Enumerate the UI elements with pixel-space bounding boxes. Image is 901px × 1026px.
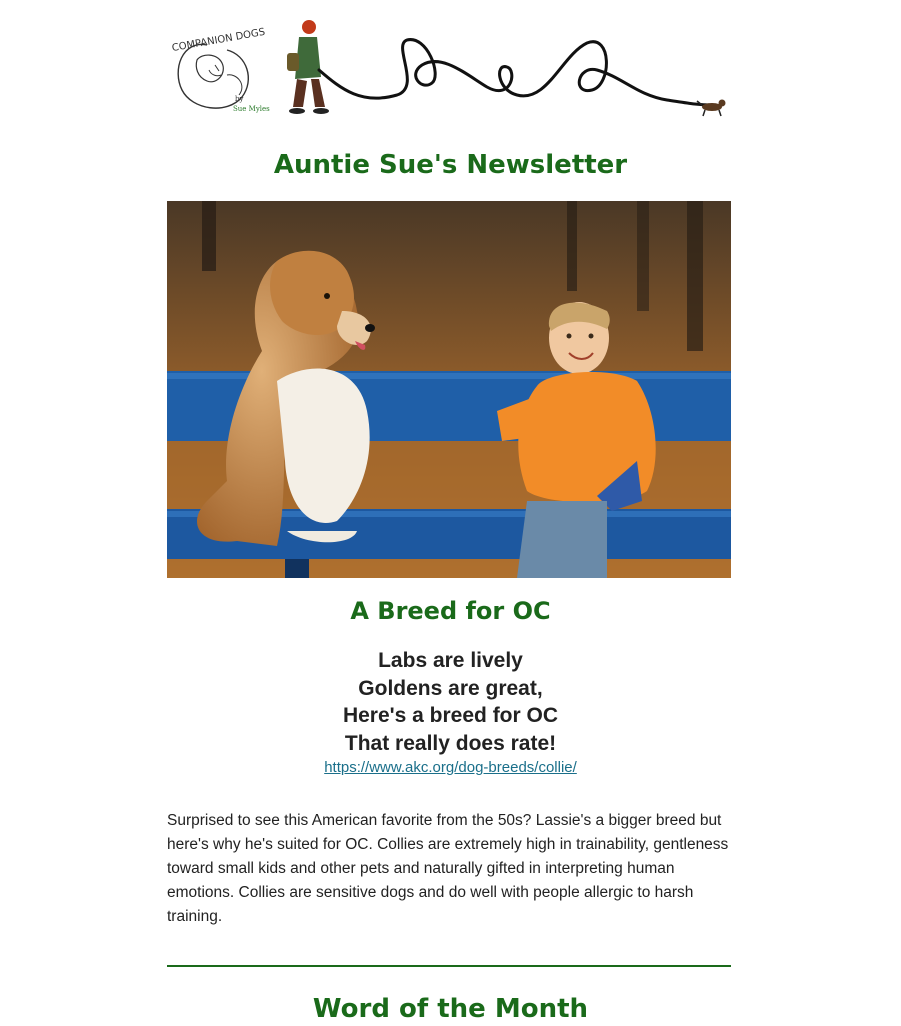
walking-person-illustration xyxy=(287,20,329,114)
companion-dogs-logo xyxy=(171,27,270,113)
logo-text: COMPANION DOGS xyxy=(171,26,266,55)
poem xyxy=(0,647,901,757)
poem-line: Goldens are great, xyxy=(358,676,543,700)
section-title-breed: A Breed for OC xyxy=(350,597,551,625)
article-body: Surprised to see this American favorite from the 50s? Lassie's a bigger breed but here's why he's suited for OC. Collies are extremely high in trainability, gentleness toward small kids and other pets and naturally gifted in interpreting human emotions. Collies are sensitive dogs and do well with people allergic to harsh training. xyxy=(167,812,729,925)
poem-line: That really does rate! xyxy=(344,731,557,755)
newsletter-title: Auntie Sue's Newsletter xyxy=(273,150,628,180)
poem-line: Labs are lively xyxy=(378,649,523,672)
collie-and-boy-photo xyxy=(167,201,731,578)
poem-line: Here's a breed for OC xyxy=(342,704,559,727)
svg-text:by: by xyxy=(235,95,244,103)
photo-illustration xyxy=(167,201,731,578)
banner-illustration xyxy=(167,15,731,120)
newsletter-banner xyxy=(167,15,731,120)
svg-text:Sue Myles: Sue Myles xyxy=(233,105,270,113)
section-divider xyxy=(167,965,731,967)
akc-link-row xyxy=(0,759,901,776)
akc-collie-link[interactable]: https://www.akc.org/dog-breeds/collie/ xyxy=(324,759,577,776)
section-title-word-of-month: Word of the Month xyxy=(312,994,589,1024)
small-dog-illustration xyxy=(697,100,726,117)
leash-line xyxy=(319,40,712,105)
